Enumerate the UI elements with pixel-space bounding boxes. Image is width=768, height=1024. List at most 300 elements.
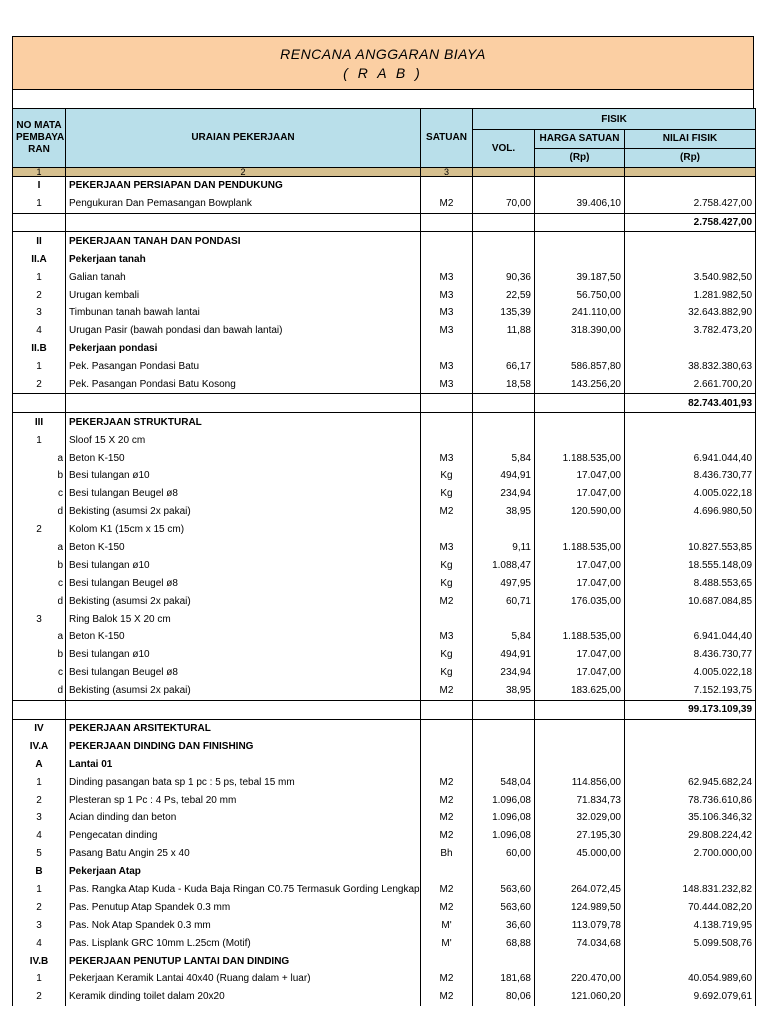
cell-price — [535, 863, 625, 881]
cell-total: 10.827.553,85 — [625, 539, 756, 557]
table-row — [13, 970, 756, 988]
subtotal-value: 99.173.109,39 — [625, 700, 756, 719]
cell-vol: 494,91 — [473, 646, 535, 664]
cell-price — [535, 232, 625, 250]
cell-unit: M2 — [421, 195, 473, 213]
cell-vol — [473, 213, 535, 232]
cell-unit — [421, 250, 473, 268]
cell-no: 2 — [13, 791, 66, 809]
cell-price — [535, 413, 625, 431]
cell-no: 1 — [13, 268, 66, 286]
rab-sheet — [12, 36, 754, 1006]
cell-no: B — [13, 863, 66, 881]
cell-desc: Pengecatan dinding — [66, 827, 421, 845]
cell-desc: Beton K-150 — [66, 539, 421, 557]
cell-desc: Bekisting (asumsi 2x pakai) — [66, 682, 421, 700]
cell-no: I — [13, 176, 66, 194]
cell-vol: 234,94 — [473, 485, 535, 503]
cell-no: 1 — [13, 195, 66, 213]
cell-vol — [473, 719, 535, 737]
cell-desc: Ring Balok 15 X 20 cm — [66, 610, 421, 628]
cell-desc: Pas. Lisplank GRC 10mm L.25cm (Motif) — [66, 934, 421, 952]
cell-desc: PEKERJAAN PENUTUP LANTAI DAN DINDING — [66, 952, 421, 970]
cell-unit: M3 — [421, 358, 473, 376]
cell-total: 29.808.224,42 — [625, 827, 756, 845]
cell-no: c — [13, 485, 66, 503]
cell-vol: 90,36 — [473, 268, 535, 286]
cell-vol: 1.096,08 — [473, 809, 535, 827]
cell-desc: Bekisting (asumsi 2x pakai) — [66, 503, 421, 521]
cell-unit: M3 — [421, 304, 473, 322]
cell-desc: Lantai 01 — [66, 755, 421, 773]
cell-total: 70.444.082,20 — [625, 898, 756, 916]
cell-desc: Pas. Penutup Atap Spandek 0.3 mm — [66, 898, 421, 916]
cell-vol: 497,95 — [473, 574, 535, 592]
cell-price: 264.072,45 — [535, 881, 625, 899]
cell-no: 4 — [13, 827, 66, 845]
cell-no: 3 — [13, 610, 66, 628]
cell-vol: 1.096,08 — [473, 791, 535, 809]
cell-price — [535, 213, 625, 232]
cell-no: 4 — [13, 322, 66, 340]
table-row — [13, 682, 756, 700]
cell-vol: 494,91 — [473, 467, 535, 485]
cell-no: a — [13, 628, 66, 646]
cell-no: 2 — [13, 898, 66, 916]
cell-price: 220.470,00 — [535, 970, 625, 988]
cell-desc: Pek. Pasangan Pondasi Batu Kosong — [66, 376, 421, 394]
cell-no: b — [13, 556, 66, 574]
cell-price — [535, 737, 625, 755]
cell-total — [625, 755, 756, 773]
cell-no: 1 — [13, 773, 66, 791]
cell-total — [625, 719, 756, 737]
subtotal-row — [13, 700, 756, 719]
table-row — [13, 431, 756, 449]
cell-vol — [473, 232, 535, 250]
cell-no: 1 — [13, 881, 66, 899]
section-row — [13, 413, 756, 431]
cell-no: 3 — [13, 916, 66, 934]
cell-vol — [473, 340, 535, 358]
cell-unit: M2 — [421, 970, 473, 988]
cell-total — [625, 176, 756, 194]
cell-price — [535, 431, 625, 449]
cell-total — [625, 232, 756, 250]
cell-total — [625, 863, 756, 881]
cell-price: 124.989,50 — [535, 898, 625, 916]
cell-unit — [421, 521, 473, 539]
header-row — [13, 109, 756, 130]
section-row — [13, 719, 756, 737]
header-no: NO MATA PEMBAYA RAN — [13, 109, 66, 168]
table-row — [13, 539, 756, 557]
cell-unit: M3 — [421, 539, 473, 557]
cell-vol — [473, 737, 535, 755]
cell-total: 3.540.982,50 — [625, 268, 756, 286]
cell-vol: 60,71 — [473, 592, 535, 610]
cell-total: 6.941.044,40 — [625, 449, 756, 467]
subsection-row — [13, 952, 756, 970]
table-row — [13, 304, 756, 322]
cell-price: 143.256,20 — [535, 376, 625, 394]
cell-price: 183.625,00 — [535, 682, 625, 700]
header-harga: HARGA SATUAN — [535, 130, 625, 149]
cell-price: 17.047,00 — [535, 646, 625, 664]
cell-unit: M2 — [421, 773, 473, 791]
cell-unit: M3 — [421, 376, 473, 394]
cell-price: 17.047,00 — [535, 485, 625, 503]
cell-desc: Keramik dinding toilet dalam 20x20 — [66, 988, 421, 1006]
cell-no: b — [13, 646, 66, 664]
section-row — [13, 232, 756, 250]
cell-vol — [473, 250, 535, 268]
cell-no: 3 — [13, 809, 66, 827]
cell-price: 39.406,10 — [535, 195, 625, 213]
table-row — [13, 845, 756, 863]
cell-no: IV.B — [13, 952, 66, 970]
cell-no: 4 — [13, 934, 66, 952]
cell-no: b — [13, 467, 66, 485]
cell-price: 318.390,00 — [535, 322, 625, 340]
cell-total: 5.099.508,76 — [625, 934, 756, 952]
cell-total: 7.152.193,75 — [625, 682, 756, 700]
cell-desc: Bekisting (asumsi 2x pakai) — [66, 592, 421, 610]
table-row — [13, 376, 756, 394]
cell-unit — [421, 863, 473, 881]
table-row — [13, 934, 756, 952]
index-6 — [625, 167, 756, 176]
table-row — [13, 574, 756, 592]
cell-no — [13, 700, 66, 719]
cell-desc: PEKERJAAN ARSITEKTURAL — [66, 719, 421, 737]
title-box — [12, 36, 754, 90]
cell-desc: Besi tulangan ø10 — [66, 556, 421, 574]
cell-total: 4.138.719,95 — [625, 916, 756, 934]
cell-no: c — [13, 664, 66, 682]
table-row — [13, 286, 756, 304]
cell-price: 17.047,00 — [535, 556, 625, 574]
cell-desc: Besi tulangan ø10 — [66, 467, 421, 485]
cell-price: 27.195,30 — [535, 827, 625, 845]
cell-total — [625, 952, 756, 970]
cell-no: 2 — [13, 376, 66, 394]
cell-desc — [66, 213, 421, 232]
index-2: 2 — [66, 167, 421, 176]
table-row — [13, 358, 756, 376]
cell-total: 4.005.022,18 — [625, 485, 756, 503]
cell-unit — [421, 431, 473, 449]
cell-total: 78.736.610,86 — [625, 791, 756, 809]
cell-unit — [421, 737, 473, 755]
cell-total — [625, 413, 756, 431]
cell-vol: 68,88 — [473, 934, 535, 952]
cell-unit: M2 — [421, 881, 473, 899]
cell-price — [535, 610, 625, 628]
cell-price: 74.034,68 — [535, 934, 625, 952]
cell-no: a — [13, 449, 66, 467]
cell-price: 1.188.535,00 — [535, 539, 625, 557]
section-row — [13, 176, 756, 194]
table-row — [13, 449, 756, 467]
cell-no: 1 — [13, 431, 66, 449]
cell-unit: M2 — [421, 682, 473, 700]
cell-vol: 66,17 — [473, 358, 535, 376]
cell-unit: Kg — [421, 646, 473, 664]
cell-vol: 70,00 — [473, 195, 535, 213]
cell-unit — [421, 719, 473, 737]
cell-total: 3.782.473,20 — [625, 322, 756, 340]
table-row — [13, 809, 756, 827]
cell-total: 4.696.980,50 — [625, 503, 756, 521]
cell-vol: 135,39 — [473, 304, 535, 322]
table-row — [13, 827, 756, 845]
cell-desc: Pek. Pasangan Pondasi Batu — [66, 358, 421, 376]
table-row — [13, 610, 756, 628]
cell-total — [625, 431, 756, 449]
cell-no: 5 — [13, 845, 66, 863]
cell-desc: PEKERJAAN DINDING DAN FINISHING — [66, 737, 421, 755]
cell-total: 2.661.700,20 — [625, 376, 756, 394]
cell-total: 18.555.148,09 — [625, 556, 756, 574]
table-row — [13, 592, 756, 610]
table-row — [13, 988, 756, 1006]
cell-unit — [421, 755, 473, 773]
cell-total: 35.106.346,32 — [625, 809, 756, 827]
cell-no: 1 — [13, 358, 66, 376]
cell-total — [625, 521, 756, 539]
cell-vol — [473, 863, 535, 881]
cell-vol: 5,84 — [473, 628, 535, 646]
cell-desc: Sloof 15 X 20 cm — [66, 431, 421, 449]
subtotal-row — [13, 213, 756, 232]
cell-no: A — [13, 755, 66, 773]
cell-price — [535, 250, 625, 268]
cell-unit — [421, 176, 473, 194]
cell-vol — [473, 521, 535, 539]
cell-total — [625, 610, 756, 628]
cell-desc: Urugan kembali — [66, 286, 421, 304]
cell-desc: Pas. Nok Atap Spandek 0.3 mm — [66, 916, 421, 934]
cell-desc: Dinding pasangan bata sp 1 pc : 5 ps, tebal 15 mm — [66, 773, 421, 791]
cell-no: IV — [13, 719, 66, 737]
cell-price: 17.047,00 — [535, 664, 625, 682]
document-title: RENCANA ANGGARAN BIAYA — [280, 46, 486, 62]
cell-price — [535, 176, 625, 194]
cell-price: 120.590,00 — [535, 503, 625, 521]
table-row — [13, 322, 756, 340]
cell-unit: M3 — [421, 322, 473, 340]
cell-unit: M' — [421, 934, 473, 952]
cell-price: 1.188.535,00 — [535, 628, 625, 646]
cell-desc: Beton K-150 — [66, 628, 421, 646]
subsection-row — [13, 737, 756, 755]
cell-price — [535, 700, 625, 719]
cell-no: 1 — [13, 970, 66, 988]
table-row — [13, 485, 756, 503]
cell-price — [535, 394, 625, 413]
cell-no: II.A — [13, 250, 66, 268]
cell-no: a — [13, 539, 66, 557]
cell-desc — [66, 394, 421, 413]
cell-vol: 36,60 — [473, 916, 535, 934]
cell-no: II — [13, 232, 66, 250]
cell-desc: Pengukuran Dan Pemasangan Bowplank — [66, 195, 421, 213]
cell-vol: 181,68 — [473, 970, 535, 988]
cell-no: c — [13, 574, 66, 592]
index-3: 3 — [421, 167, 473, 176]
cell-total — [625, 340, 756, 358]
cell-vol — [473, 952, 535, 970]
cell-vol — [473, 755, 535, 773]
cell-unit — [421, 610, 473, 628]
cell-vol: 11,88 — [473, 322, 535, 340]
cell-no: 2 — [13, 988, 66, 1006]
table-row — [13, 916, 756, 934]
cell-price — [535, 340, 625, 358]
header-nilai: NILAI FISIK — [625, 130, 756, 149]
cell-price — [535, 755, 625, 773]
table-row — [13, 791, 756, 809]
table-row — [13, 664, 756, 682]
cell-price — [535, 952, 625, 970]
cell-total: 32.643.882,90 — [625, 304, 756, 322]
cell-vol — [473, 700, 535, 719]
cell-unit — [421, 340, 473, 358]
subtotal-value: 82.743.401,93 — [625, 394, 756, 413]
cell-price: 17.047,00 — [535, 574, 625, 592]
cell-no — [13, 213, 66, 232]
blank-row — [12, 90, 754, 108]
cell-total: 2.700.000,00 — [625, 845, 756, 863]
cell-vol: 1.088,47 — [473, 556, 535, 574]
cell-unit — [421, 413, 473, 431]
cell-price — [535, 521, 625, 539]
subtotal-row — [13, 394, 756, 413]
cell-unit: M2 — [421, 592, 473, 610]
cell-total — [625, 250, 756, 268]
cell-price: 71.834,73 — [535, 791, 625, 809]
cell-desc: PEKERJAAN TANAH DAN PONDASI — [66, 232, 421, 250]
cell-desc: PEKERJAAN PERSIAPAN DAN PENDUKUNG — [66, 176, 421, 194]
cell-price: 17.047,00 — [535, 467, 625, 485]
cell-desc: Kolom K1 (15cm x 15 cm) — [66, 521, 421, 539]
cell-unit: M3 — [421, 449, 473, 467]
cell-no: 2 — [13, 521, 66, 539]
table-row — [13, 521, 756, 539]
cell-total: 8.436.730,77 — [625, 467, 756, 485]
cell-unit: M2 — [421, 988, 473, 1006]
index-5 — [535, 167, 625, 176]
cell-unit: M3 — [421, 268, 473, 286]
cell-total: 2.758.427,00 — [625, 195, 756, 213]
cell-price: 32.029,00 — [535, 809, 625, 827]
cell-desc: Timbunan tanah bawah lantai — [66, 304, 421, 322]
cell-vol: 234,94 — [473, 664, 535, 682]
cell-price: 56.750,00 — [535, 286, 625, 304]
cell-no — [13, 394, 66, 413]
cell-unit — [421, 952, 473, 970]
cell-unit — [421, 232, 473, 250]
document-subtitle: ( R A B ) — [343, 65, 423, 81]
cell-desc: Beton K-150 — [66, 449, 421, 467]
cell-unit: M2 — [421, 791, 473, 809]
cell-unit: Bh — [421, 845, 473, 863]
cell-desc: Besi tulangan Beugel ø8 — [66, 574, 421, 592]
rab-table — [12, 108, 756, 1006]
cell-price — [535, 719, 625, 737]
cell-no: II.B — [13, 340, 66, 358]
cell-vol — [473, 431, 535, 449]
table-row — [13, 773, 756, 791]
cell-vol: 80,06 — [473, 988, 535, 1006]
cell-vol — [473, 610, 535, 628]
cell-price: 241.110,00 — [535, 304, 625, 322]
header-vol: VOL. — [473, 130, 535, 168]
cell-no: d — [13, 682, 66, 700]
cell-desc: Pekerjaan Keramik Lantai 40x40 (Ruang dalam + luar) — [66, 970, 421, 988]
cell-desc: Besi tulangan ø10 — [66, 646, 421, 664]
cell-desc: Pekerjaan tanah — [66, 250, 421, 268]
cell-total — [625, 737, 756, 755]
cell-vol — [473, 413, 535, 431]
cell-desc: PEKERJAAN STRUKTURAL — [66, 413, 421, 431]
cell-desc: Besi tulangan Beugel ø8 — [66, 664, 421, 682]
cell-unit: M2 — [421, 809, 473, 827]
cell-vol: 38,95 — [473, 682, 535, 700]
cell-unit — [421, 394, 473, 413]
table-row — [13, 268, 756, 286]
table-row — [13, 556, 756, 574]
cell-vol: 38,95 — [473, 503, 535, 521]
cell-total: 6.941.044,40 — [625, 628, 756, 646]
cell-price: 586.857,80 — [535, 358, 625, 376]
cell-desc: Pas. Rangka Atap Kuda - Kuda Baja Ringan C0.75 Termasuk Gording Lengkap — [66, 881, 421, 899]
cell-desc: Plesteran sp 1 Pc : 4 Ps, tebal 20 mm — [66, 791, 421, 809]
table-row — [13, 503, 756, 521]
cell-total: 62.945.682,24 — [625, 773, 756, 791]
cell-price: 45.000,00 — [535, 845, 625, 863]
subsection-row — [13, 250, 756, 268]
cell-total: 4.005.022,18 — [625, 664, 756, 682]
cell-desc: Besi tulangan Beugel ø8 — [66, 485, 421, 503]
cell-total: 148.831.232,82 — [625, 881, 756, 899]
cell-unit: M3 — [421, 628, 473, 646]
table-row — [13, 467, 756, 485]
index-4 — [473, 167, 535, 176]
cell-unit — [421, 213, 473, 232]
cell-no: 3 — [13, 304, 66, 322]
table-row — [13, 646, 756, 664]
cell-unit: M2 — [421, 898, 473, 916]
table-row — [13, 898, 756, 916]
cell-desc: Pekerjaan pondasi — [66, 340, 421, 358]
cell-price: 114.856,00 — [535, 773, 625, 791]
cell-unit: M3 — [421, 286, 473, 304]
header-nilai-unit: (Rp) — [625, 148, 756, 167]
cell-unit: M2 — [421, 827, 473, 845]
cell-unit: Kg — [421, 485, 473, 503]
cell-vol — [473, 176, 535, 194]
cell-vol: 548,04 — [473, 773, 535, 791]
index-1: 1 — [13, 167, 66, 176]
cell-no: IV.A — [13, 737, 66, 755]
cell-unit: M' — [421, 916, 473, 934]
cell-unit: Kg — [421, 664, 473, 682]
cell-price: 113.079,78 — [535, 916, 625, 934]
cell-unit: Kg — [421, 467, 473, 485]
header-harga-unit: (Rp) — [535, 148, 625, 167]
